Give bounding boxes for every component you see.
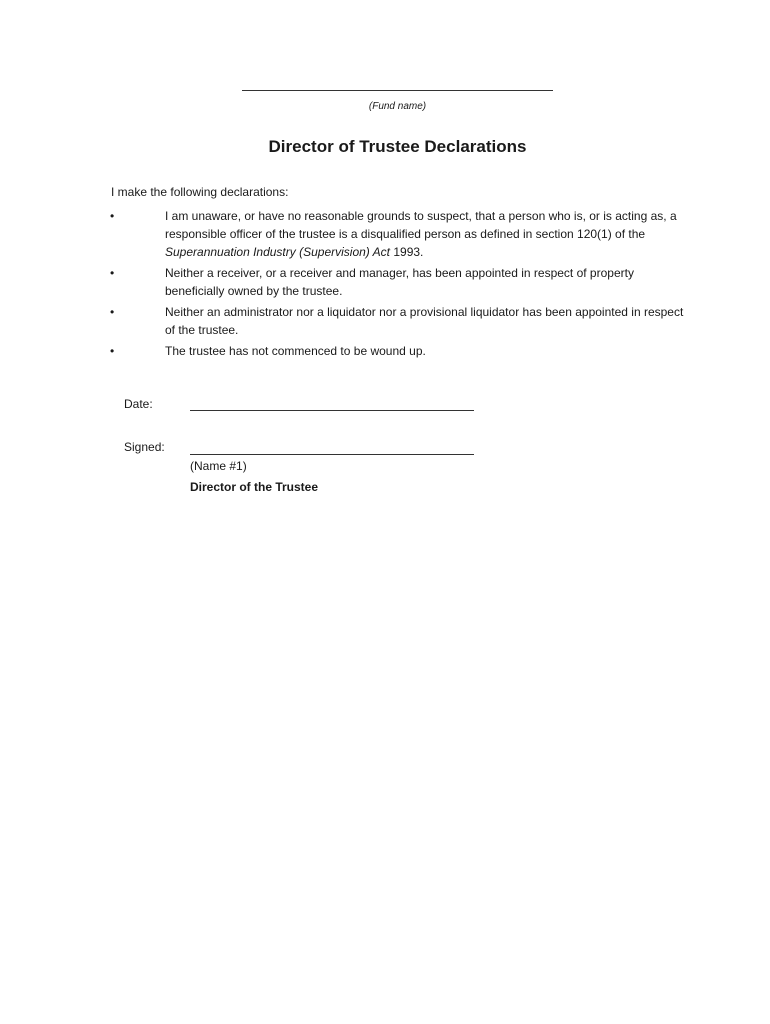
bullet-icon: • [110, 209, 115, 223]
fund-name-line [242, 90, 553, 91]
declaration-item [110, 207, 690, 261]
act-name: Superannuation Industry (Supervision) Act [165, 245, 391, 259]
signed-label: Signed: [124, 440, 165, 454]
declaration-text: The trustee has not commenced to be wound up. [165, 344, 426, 358]
date-label: Date: [124, 397, 153, 411]
fund-name-caption: (Fund name) [368, 101, 427, 112]
intro-text: I make the following declarations: [111, 185, 289, 199]
bullet-icon: • [110, 266, 115, 280]
bullet-icon: • [110, 344, 115, 358]
signatory-role: Director of the Trustee [190, 480, 319, 494]
signature-line[interactable] [190, 454, 474, 455]
declaration-item [110, 303, 690, 339]
bullet-icon: • [110, 305, 115, 319]
name-caption: (Name #1) [190, 459, 247, 473]
declaration-item [110, 342, 690, 360]
declaration-item [110, 264, 690, 300]
declaration-text: Neither an administrator nor a liquidator nor a provisional liquidator has been appointed in respect of the trustee. [165, 305, 684, 337]
declaration-text: Neither a receiver, or a receiver and manager, has been appointed in respect of property beneficially owned by the trustee. [165, 266, 634, 298]
declaration-text: I am unaware, or have no reasonable grounds to suspect, that a person who is, or is acting as, a responsible officer of the trustee is a disqualified person as defined in section 120(1) of the [165, 209, 677, 241]
declaration-text-end: 1993. [390, 245, 424, 259]
date-line[interactable] [190, 410, 474, 411]
page-title: Director of Trustee Declarations [268, 137, 527, 156]
declarations-list [110, 207, 690, 363]
